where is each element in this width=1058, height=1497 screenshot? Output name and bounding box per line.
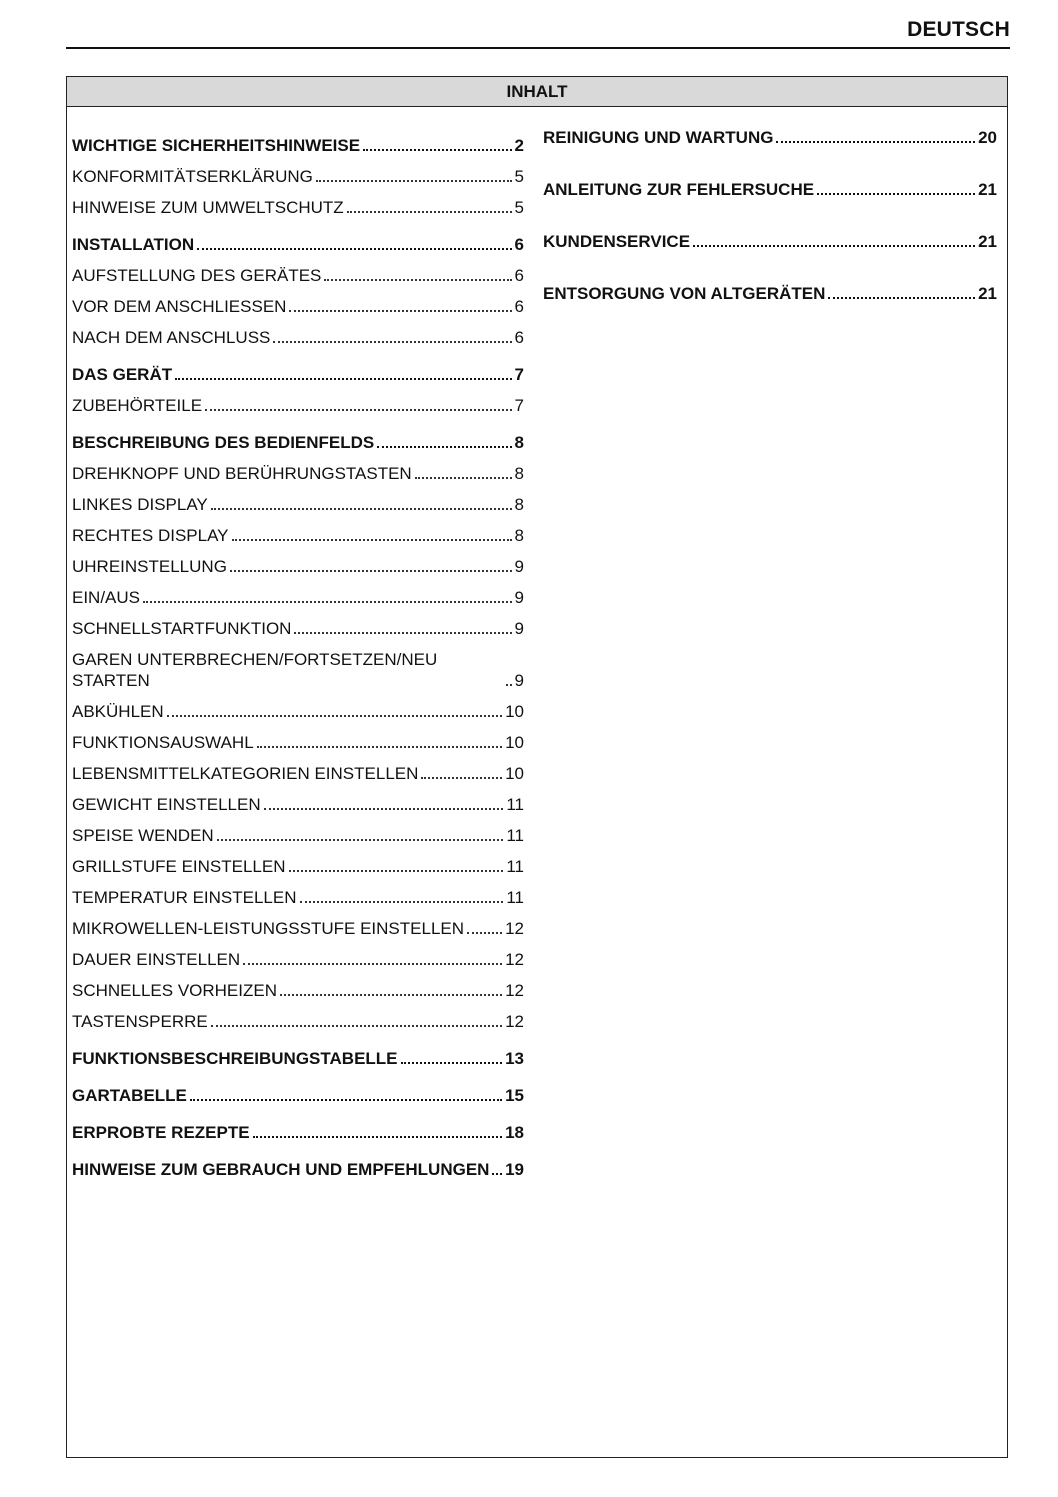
toc-dot-leader bbox=[273, 341, 511, 343]
toc-dot-leader bbox=[415, 477, 512, 479]
toc-dot-leader bbox=[257, 746, 502, 748]
toc-page-number: 6 bbox=[514, 235, 524, 254]
toc-sub-entry[interactable] bbox=[72, 649, 524, 691]
toc-page-number: 21 bbox=[978, 232, 997, 251]
toc-sub-entry[interactable] bbox=[72, 825, 524, 846]
toc-sub-entry[interactable] bbox=[72, 887, 524, 908]
toc-sub-entry[interactable] bbox=[72, 980, 524, 1001]
toc-dot-leader bbox=[693, 245, 975, 247]
toc-sub-entry[interactable] bbox=[72, 463, 524, 484]
toc-entry-label: FUNKTIONSAUSWAHL bbox=[72, 733, 254, 752]
toc-entry-label: FUNKTIONSBESCHREIBUNGSTABELLE bbox=[72, 1049, 398, 1068]
toc-dot-leader bbox=[324, 279, 511, 281]
toc-dot-leader bbox=[467, 932, 502, 934]
toc-sub-entry[interactable] bbox=[72, 494, 524, 515]
toc-page-number: 6 bbox=[514, 266, 524, 285]
toc-entry-label: RECHTES DISPLAY bbox=[72, 526, 229, 545]
toc-sub-entry[interactable] bbox=[72, 918, 524, 939]
toc-page-number: 21 bbox=[978, 284, 997, 303]
toc-entry-label: DAS GERÄT bbox=[72, 365, 173, 384]
toc-page-number: 5 bbox=[514, 198, 524, 217]
toc-dot-leader bbox=[143, 601, 512, 603]
toc-page-number: 10 bbox=[505, 733, 524, 752]
toc-dot-leader bbox=[421, 777, 502, 779]
toc-dot-leader bbox=[289, 310, 511, 312]
toc-sub-entry[interactable] bbox=[72, 296, 524, 317]
toc-entry-label: KUNDENSERVICE bbox=[543, 232, 691, 251]
toc-entry-label: BESCHREIBUNG DES BEDIENFELDS bbox=[72, 433, 375, 452]
language-header: DEUTSCH bbox=[907, 18, 1010, 41]
toc-sub-entry[interactable] bbox=[72, 618, 524, 639]
toc-dot-leader bbox=[230, 570, 512, 572]
toc-page-number: 10 bbox=[505, 764, 524, 783]
toc-page-number: 9 bbox=[514, 557, 524, 576]
toc-entry-label: ABKÜHLEN bbox=[72, 702, 164, 721]
toc-entry-label: ZUBEHÖRTEILE bbox=[72, 396, 203, 415]
toc-dot-leader bbox=[300, 901, 504, 903]
toc-left-column bbox=[72, 135, 524, 1190]
toc-entry-label: EIN/AUS bbox=[72, 588, 141, 607]
toc-section-entry[interactable] bbox=[72, 1159, 524, 1180]
table-of-contents bbox=[66, 76, 1008, 1458]
toc-entry-label: GAREN UNTERBRECHEN/FORTSETZEN/NEU STARTEN bbox=[72, 650, 438, 690]
toc-entry-label: SPEISE WENDEN bbox=[72, 826, 214, 845]
toc-entry-label: VOR DEM ANSCHLIESSEN bbox=[72, 297, 287, 316]
toc-page-number: 15 bbox=[505, 1086, 524, 1105]
toc-dot-leader bbox=[506, 684, 512, 686]
toc-sub-entry[interactable] bbox=[72, 327, 524, 348]
toc-section-entry[interactable] bbox=[543, 179, 997, 200]
toc-page-number: 7 bbox=[514, 365, 524, 384]
toc-dot-leader bbox=[377, 446, 511, 448]
toc-page-number: 5 bbox=[514, 167, 524, 186]
toc-page-number: 11 bbox=[506, 857, 524, 876]
toc-page-number: 11 bbox=[506, 888, 524, 907]
toc-page-number: 20 bbox=[978, 128, 997, 147]
toc-entry-label: GARTABELLE bbox=[72, 1086, 187, 1105]
toc-section-entry[interactable] bbox=[72, 135, 524, 156]
toc-section-entry[interactable] bbox=[72, 1122, 524, 1143]
toc-page-number: 12 bbox=[505, 950, 524, 969]
toc-entry-label: DAUER EINSTELLEN bbox=[72, 950, 241, 969]
toc-page-number: 6 bbox=[514, 328, 524, 347]
toc-sub-entry[interactable] bbox=[72, 732, 524, 753]
toc-dot-leader bbox=[289, 870, 504, 872]
toc-page-number: 8 bbox=[514, 464, 524, 483]
toc-entry-label: REINIGUNG UND WARTUNG bbox=[543, 128, 774, 147]
toc-page-number: 11 bbox=[506, 826, 524, 845]
toc-entry-label: ERPROBTE REZEPTE bbox=[72, 1123, 250, 1142]
toc-entry-label: GEWICHT EINSTELLEN bbox=[72, 795, 261, 814]
toc-sub-entry[interactable] bbox=[72, 265, 524, 286]
toc-page-number: 2 bbox=[514, 136, 524, 155]
toc-sub-entry[interactable] bbox=[72, 701, 524, 722]
toc-entry-label: INSTALLATION bbox=[72, 235, 195, 254]
toc-sub-entry[interactable] bbox=[72, 763, 524, 784]
toc-dot-leader bbox=[243, 963, 502, 965]
toc-page-number: 9 bbox=[514, 588, 524, 607]
toc-page-number: 7 bbox=[514, 396, 524, 415]
toc-section-entry[interactable] bbox=[72, 234, 524, 255]
toc-title: INHALT bbox=[67, 77, 1007, 107]
toc-sub-entry[interactable] bbox=[72, 587, 524, 608]
toc-page-number: 21 bbox=[978, 180, 997, 199]
toc-dot-leader bbox=[347, 211, 512, 213]
toc-page-number: 12 bbox=[505, 919, 524, 938]
toc-entry-label: ENTSORGUNG VON ALTGERÄTEN bbox=[543, 284, 826, 303]
toc-entry-label: HINWEISE ZUM GEBRAUCH UND EMPFEHLUNGEN bbox=[72, 1160, 490, 1179]
toc-dot-leader bbox=[401, 1062, 503, 1064]
toc-dot-leader bbox=[190, 1099, 502, 1101]
toc-sub-entry[interactable] bbox=[72, 197, 524, 218]
toc-sub-entry[interactable] bbox=[72, 856, 524, 877]
toc-entry-label: KONFORMITÄTSERKLÄRUNG bbox=[72, 167, 313, 186]
toc-dot-leader bbox=[316, 180, 512, 182]
toc-dot-leader bbox=[167, 715, 502, 717]
toc-section-entry[interactable] bbox=[543, 127, 997, 148]
toc-entry-label: GRILLSTUFE EINSTELLEN bbox=[72, 857, 286, 876]
toc-section-entry[interactable] bbox=[72, 364, 524, 385]
toc-page-number: 18 bbox=[505, 1123, 524, 1142]
toc-page-number: 11 bbox=[506, 795, 524, 814]
toc-dot-leader bbox=[294, 632, 511, 634]
toc-page-number: 10 bbox=[505, 702, 524, 721]
toc-dot-leader bbox=[253, 1136, 502, 1138]
toc-right-column bbox=[543, 127, 997, 335]
toc-page-number: 19 bbox=[505, 1160, 524, 1179]
toc-entry-label: LEBENSMITTELKATEGORIEN EINSTELLEN bbox=[72, 764, 419, 783]
toc-dot-leader bbox=[492, 1173, 502, 1175]
toc-entry-label: ANLEITUNG ZUR FEHLERSUCHE bbox=[543, 180, 815, 199]
toc-dot-leader bbox=[211, 508, 512, 510]
toc-page-number: 8 bbox=[514, 433, 524, 452]
toc-section-entry[interactable] bbox=[543, 283, 997, 304]
toc-entry-label: AUFSTELLUNG DES GERÄTES bbox=[72, 266, 322, 285]
toc-dot-leader bbox=[363, 149, 511, 151]
toc-dot-leader bbox=[828, 297, 975, 299]
toc-entry-label: NACH DEM ANSCHLUSS bbox=[72, 328, 271, 347]
toc-page-number: 6 bbox=[514, 297, 524, 316]
toc-page-number: 12 bbox=[505, 1012, 524, 1031]
toc-dot-leader bbox=[280, 994, 502, 996]
toc-sub-entry[interactable] bbox=[72, 166, 524, 187]
toc-dot-leader bbox=[817, 193, 975, 195]
toc-section-entry[interactable] bbox=[72, 1048, 524, 1069]
toc-page-number: 9 bbox=[514, 671, 524, 690]
toc-dot-leader bbox=[175, 378, 511, 380]
toc-page-number: 8 bbox=[514, 495, 524, 514]
toc-sub-entry[interactable] bbox=[72, 395, 524, 416]
toc-section-entry[interactable] bbox=[543, 231, 997, 252]
toc-entry-label: SCHNELLES VORHEIZEN bbox=[72, 981, 277, 1000]
toc-dot-leader bbox=[232, 539, 512, 541]
toc-entry-label: UHREINSTELLUNG bbox=[72, 557, 227, 576]
toc-entry-label: TEMPERATUR EINSTELLEN bbox=[72, 888, 297, 907]
toc-entry-label: SCHNELLSTARTFUNKTION bbox=[72, 619, 292, 638]
toc-dot-leader bbox=[211, 1025, 502, 1027]
toc-entry-label: MIKROWELLEN-LEISTUNGSSTUFE EINSTELLEN bbox=[72, 919, 465, 938]
toc-sub-entry[interactable] bbox=[72, 1011, 524, 1032]
toc-entry-label: HINWEISE ZUM UMWELTSCHUTZ bbox=[72, 198, 344, 217]
toc-entry-label: WICHTIGE SICHERHEITSHINWEISE bbox=[72, 136, 361, 155]
toc-entry-label: DREHKNOPF UND BERÜHRUNGSTASTEN bbox=[72, 464, 412, 483]
toc-dot-leader bbox=[264, 808, 504, 810]
toc-sub-entry[interactable] bbox=[72, 556, 524, 577]
toc-dot-leader bbox=[205, 409, 511, 411]
toc-dot-leader bbox=[197, 248, 511, 250]
toc-dot-leader bbox=[776, 141, 975, 143]
toc-entry-label: TASTENSPERRE bbox=[72, 1012, 208, 1031]
header-rule bbox=[66, 47, 1010, 49]
toc-page-number: 9 bbox=[514, 619, 524, 638]
toc-sub-entry[interactable] bbox=[72, 949, 524, 970]
toc-page-number: 12 bbox=[505, 981, 524, 1000]
toc-page-number: 13 bbox=[505, 1049, 524, 1068]
toc-entry-label: LINKES DISPLAY bbox=[72, 495, 208, 514]
toc-page-number: 8 bbox=[514, 526, 524, 545]
toc-section-entry[interactable] bbox=[72, 1085, 524, 1106]
toc-sub-entry[interactable] bbox=[72, 794, 524, 815]
toc-sub-entry[interactable] bbox=[72, 525, 524, 546]
toc-section-entry[interactable] bbox=[72, 432, 524, 453]
toc-dot-leader bbox=[217, 839, 504, 841]
